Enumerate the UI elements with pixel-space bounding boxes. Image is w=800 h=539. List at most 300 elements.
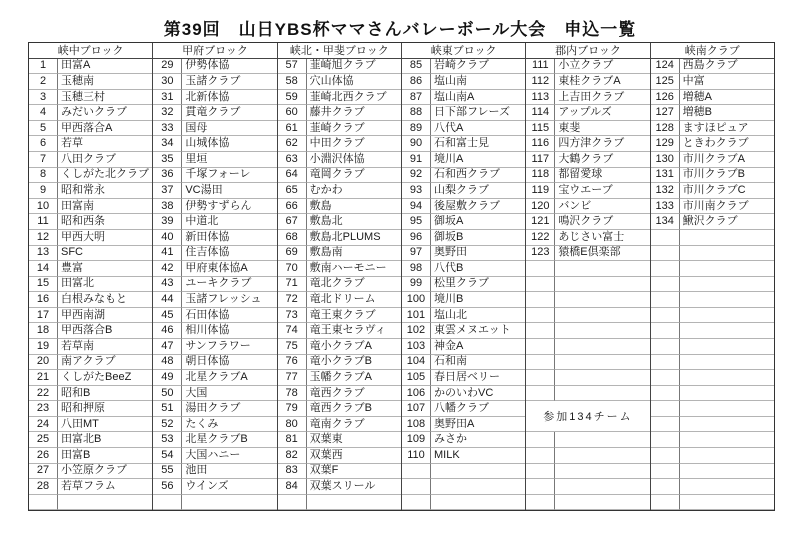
team-name-cell — [680, 386, 774, 402]
team-name-cell: 新田体協 — [182, 230, 276, 246]
team-number-cell: 77 — [278, 370, 307, 386]
team-number-cell: 63 — [278, 152, 307, 168]
team-number-cell: 85 — [402, 59, 431, 75]
team-name-cell: 相川体協 — [182, 323, 276, 339]
team-name-cell: 昭和西条 — [58, 214, 152, 230]
team-number-cell: 24 — [29, 417, 58, 433]
team-name-cell: 八代B — [431, 261, 525, 277]
team-number-cell: 26 — [29, 448, 58, 464]
team-number-cell: 119 — [526, 183, 555, 199]
team-name-cell — [680, 417, 774, 433]
team-number-cell — [526, 277, 555, 293]
block-header: 峡東ブロック — [402, 43, 525, 59]
team-number-cell — [651, 261, 680, 277]
team-number-cell: 11 — [29, 214, 58, 230]
team-name-cell: 四方津クラブ — [555, 136, 649, 152]
team-number-cell: 124 — [651, 59, 680, 75]
team-name-cell: 住吉体協 — [182, 246, 276, 262]
team-number-cell: 96 — [402, 230, 431, 246]
team-name-cell: 竜岡クラブ — [307, 168, 401, 184]
team-number-cell: 10 — [29, 199, 58, 215]
team-number-cell: 6 — [29, 136, 58, 152]
team-name-cell: 若草フラム — [58, 479, 152, 495]
team-name-cell: 鰍沢クラブ — [680, 214, 774, 230]
team-name-cell: 中富 — [680, 74, 774, 90]
team-name-cell: 奥野田 — [431, 246, 525, 262]
team-number-cell: 25 — [29, 432, 58, 448]
team-number-cell: 75 — [278, 339, 307, 355]
team-number-cell: 2 — [29, 74, 58, 90]
team-number-cell: 7 — [29, 152, 58, 168]
team-name-cell: 藤井クラブ — [307, 105, 401, 121]
team-number-cell — [526, 261, 555, 277]
team-name-cell: 竜北クラブ — [307, 277, 401, 293]
team-number-cell: 39 — [153, 214, 182, 230]
team-name-cell: 田富南 — [58, 199, 152, 215]
team-number-cell — [526, 355, 555, 371]
team-name-cell: 猿橋E倶楽部 — [555, 246, 649, 262]
team-name-cell: ウインズ — [182, 479, 276, 495]
team-name-cell: 田富北B — [58, 432, 152, 448]
team-name-cell — [555, 339, 649, 355]
team-name-cell: 上吉田クラブ — [555, 90, 649, 106]
team-name-cell: 竜王東クラブ — [307, 308, 401, 324]
team-name-cell: 伊勢すずらん — [182, 199, 276, 215]
team-name-cell: 境川A — [431, 152, 525, 168]
team-name-cell: 中道北 — [182, 214, 276, 230]
team-name-cell: 大国 — [182, 386, 276, 402]
team-number-cell: 19 — [29, 339, 58, 355]
team-name-cell: みだいクラブ — [58, 105, 152, 121]
team-number-cell: 62 — [278, 136, 307, 152]
team-name-cell: 池田 — [182, 464, 276, 480]
team-name-cell: 石和西クラブ — [431, 168, 525, 184]
team-number-cell: 23 — [29, 401, 58, 417]
team-number-cell — [651, 292, 680, 308]
team-name-cell: 小立クラブ — [555, 59, 649, 75]
team-name-cell: 玉穂南 — [58, 74, 152, 90]
team-name-cell — [555, 448, 649, 464]
team-name-cell: 玉穂三村 — [58, 90, 152, 106]
team-number-cell — [651, 246, 680, 262]
team-name-cell — [555, 464, 649, 480]
team-name-cell: 双葉スリール — [307, 479, 401, 495]
team-number-cell — [526, 448, 555, 464]
team-name-cell: くしがた北クラブ — [58, 168, 152, 184]
team-name-cell: 市川クラブC — [680, 183, 774, 199]
team-name-cell: アップルズ — [555, 105, 649, 121]
team-name-cell: くしがたBeeZ — [58, 370, 152, 386]
block-column-0 — [29, 43, 153, 510]
team-name-cell: 敷島北PLUMS — [307, 230, 401, 246]
team-number-cell — [651, 277, 680, 293]
team-name-cell: 玉諸クラブ — [182, 74, 276, 90]
team-name-cell — [680, 448, 774, 464]
team-name-cell: 韮崎北西クラブ — [307, 90, 401, 106]
team-number-cell: 49 — [153, 370, 182, 386]
team-name-cell — [680, 246, 774, 262]
team-number-cell: 87 — [402, 90, 431, 106]
team-name-cell — [680, 292, 774, 308]
team-number-cell: 88 — [402, 105, 431, 121]
team-number-cell — [526, 495, 555, 511]
team-name-cell: 朝日体協 — [182, 355, 276, 371]
team-number-cell: 36 — [153, 168, 182, 184]
team-name-cell: 竜王東セラヴィ — [307, 323, 401, 339]
team-name-cell: 市川クラブA — [680, 152, 774, 168]
team-number-cell — [651, 355, 680, 371]
team-number-cell: 3 — [29, 90, 58, 106]
team-name-cell — [555, 432, 649, 448]
team-number-cell: 18 — [29, 323, 58, 339]
team-name-cell: 伊勢体協 — [182, 59, 276, 75]
team-name-cell: 北新体協 — [182, 90, 276, 106]
team-number-cell — [402, 495, 431, 511]
team-number-cell: 123 — [526, 246, 555, 262]
team-name-cell: 韮崎クラブ — [307, 121, 401, 137]
team-name-cell — [555, 386, 649, 402]
team-number-cell: 84 — [278, 479, 307, 495]
team-number-cell — [526, 370, 555, 386]
team-number-cell — [651, 230, 680, 246]
team-name-cell: 宝ウエーブ — [555, 183, 649, 199]
team-number-cell: 109 — [402, 432, 431, 448]
team-name-cell: 神金A — [431, 339, 525, 355]
team-name-cell: 豊富 — [58, 261, 152, 277]
team-name-cell: 大国ハニー — [182, 448, 276, 464]
team-name-cell: MILK — [431, 448, 525, 464]
team-name-cell: 増穂B — [680, 105, 774, 121]
team-name-cell: 都留愛球 — [555, 168, 649, 184]
team-name-cell: 敷島南 — [307, 246, 401, 262]
team-number-cell: 37 — [153, 183, 182, 199]
team-name-cell: 竜西クラブ — [307, 386, 401, 402]
team-number-cell: 86 — [402, 74, 431, 90]
team-name-cell: 境川B — [431, 292, 525, 308]
team-number-cell: 41 — [153, 246, 182, 262]
team-number-cell: 28 — [29, 479, 58, 495]
team-name-cell — [680, 370, 774, 386]
team-name-cell: 岩崎クラブ — [431, 59, 525, 75]
team-number-cell: 113 — [526, 90, 555, 106]
team-name-cell: 敷島北 — [307, 214, 401, 230]
team-number-cell: 74 — [278, 323, 307, 339]
team-number-cell: 43 — [153, 277, 182, 293]
team-name-cell: 甲府東体協A — [182, 261, 276, 277]
team-number-cell: 82 — [278, 448, 307, 464]
team-number-cell: 80 — [278, 417, 307, 433]
team-number-cell: 72 — [278, 292, 307, 308]
team-name-cell: 八代A — [431, 121, 525, 137]
team-name-cell: 日下部フレーズ — [431, 105, 525, 121]
block-column-4 — [526, 43, 650, 510]
team-name-cell: 山梨クラブ — [431, 183, 525, 199]
team-number-cell: 71 — [278, 277, 307, 293]
team-name-cell: SFC — [58, 246, 152, 262]
team-number-cell: 30 — [153, 74, 182, 90]
team-name-cell: 市川南クラブ — [680, 199, 774, 215]
team-number-cell: 120 — [526, 199, 555, 215]
team-number-cell: 32 — [153, 105, 182, 121]
team-number-cell — [651, 370, 680, 386]
team-number-cell: 47 — [153, 339, 182, 355]
team-name-cell — [680, 277, 774, 293]
team-number-cell: 79 — [278, 401, 307, 417]
team-name-cell: 昭和常永 — [58, 183, 152, 199]
team-name-cell — [680, 355, 774, 371]
team-name-cell: 穴山体協 — [307, 74, 401, 90]
team-name-cell: 市川クラブB — [680, 168, 774, 184]
team-number-cell — [526, 308, 555, 324]
team-number-cell — [526, 479, 555, 495]
team-number-cell: 99 — [402, 277, 431, 293]
team-number-cell: 17 — [29, 308, 58, 324]
page-title: 第39回 山日YBS杯ママさんバレーボール大会 申込一覧 — [163, 20, 637, 39]
team-name-cell: 東桂クラブA — [555, 74, 649, 90]
team-name-cell: 塩山南A — [431, 90, 525, 106]
team-number-cell: 122 — [526, 230, 555, 246]
participation-note: 参加134チーム — [526, 401, 649, 432]
team-name-cell: ときわクラブ — [680, 136, 774, 152]
team-number-cell: 22 — [29, 386, 58, 402]
team-number-cell: 121 — [526, 214, 555, 230]
team-name-cell — [431, 495, 525, 511]
team-name-cell: 甲西大明 — [58, 230, 152, 246]
team-name-cell — [431, 464, 525, 480]
team-number-cell: 94 — [402, 199, 431, 215]
team-number-cell: 127 — [651, 105, 680, 121]
team-name-cell: 御坂A — [431, 214, 525, 230]
team-number-cell — [651, 417, 680, 433]
team-name-cell — [431, 479, 525, 495]
block-header: 郡内ブロック — [526, 43, 649, 59]
team-name-cell — [182, 495, 276, 511]
team-number-cell: 134 — [651, 214, 680, 230]
team-name-cell: 竜南クラブ — [307, 417, 401, 433]
team-number-cell: 12 — [29, 230, 58, 246]
team-number-cell: 117 — [526, 152, 555, 168]
team-name-cell: 八幡クラブ — [431, 401, 525, 417]
team-name-cell: 田富B — [58, 448, 152, 464]
team-name-cell: 奥野田A — [431, 417, 525, 433]
team-number-cell — [278, 495, 307, 511]
team-number-cell: 31 — [153, 90, 182, 106]
block-header: 甲府ブロック — [153, 43, 276, 59]
team-number-cell: 114 — [526, 105, 555, 121]
team-name-cell: 田富北 — [58, 277, 152, 293]
team-name-cell — [680, 495, 774, 511]
team-name-cell — [555, 261, 649, 277]
team-number-cell: 128 — [651, 121, 680, 137]
team-name-cell: 松里クラブ — [431, 277, 525, 293]
team-number-cell: 5 — [29, 121, 58, 137]
team-name-cell: 塩山南 — [431, 74, 525, 90]
team-number-cell: 34 — [153, 136, 182, 152]
team-name-cell: ますほピュア — [680, 121, 774, 137]
team-name-cell: 東雲メヌエット — [431, 323, 525, 339]
team-number-cell: 59 — [278, 90, 307, 106]
block-header: 峡北・甲斐ブロック — [278, 43, 401, 59]
team-name-cell: 白根みなもと — [58, 292, 152, 308]
team-number-cell: 95 — [402, 214, 431, 230]
block-column-3 — [402, 43, 526, 510]
team-name-cell — [680, 479, 774, 495]
team-number-cell: 65 — [278, 183, 307, 199]
team-number-cell: 116 — [526, 136, 555, 152]
team-number-cell: 106 — [402, 386, 431, 402]
team-name-cell: 双葉東 — [307, 432, 401, 448]
block-column-2 — [278, 43, 402, 510]
team-name-cell: 玉幡クラブA — [307, 370, 401, 386]
team-number-cell: 73 — [278, 308, 307, 324]
team-number-cell: 68 — [278, 230, 307, 246]
team-number-cell: 125 — [651, 74, 680, 90]
team-name-cell: 国母 — [182, 121, 276, 137]
team-number-cell: 16 — [29, 292, 58, 308]
team-number-cell — [402, 464, 431, 480]
team-name-cell: 若草南 — [58, 339, 152, 355]
team-name-cell — [680, 464, 774, 480]
team-number-cell: 29 — [153, 59, 182, 75]
team-number-cell: 33 — [153, 121, 182, 137]
team-number-cell: 83 — [278, 464, 307, 480]
team-name-cell: 八田クラブ — [58, 152, 152, 168]
team-name-cell: 敷島 — [307, 199, 401, 215]
team-number-cell: 27 — [29, 464, 58, 480]
block-column-5 — [651, 43, 774, 510]
team-number-cell: 51 — [153, 401, 182, 417]
team-name-cell: 西島クラブ — [680, 59, 774, 75]
team-number-cell: 13 — [29, 246, 58, 262]
team-name-cell: 双葉西 — [307, 448, 401, 464]
team-name-cell — [680, 401, 774, 417]
team-number-cell: 118 — [526, 168, 555, 184]
team-number-cell: 129 — [651, 136, 680, 152]
team-number-cell — [651, 308, 680, 324]
team-number-cell — [651, 432, 680, 448]
team-name-cell: 双葉F — [307, 464, 401, 480]
team-number-cell — [29, 495, 58, 511]
team-name-cell — [555, 479, 649, 495]
team-number-cell: 107 — [402, 401, 431, 417]
team-number-cell: 58 — [278, 74, 307, 90]
team-name-cell: 南アクラブ — [58, 355, 152, 371]
team-number-cell: 20 — [29, 355, 58, 371]
team-name-cell: 韮崎旭クラブ — [307, 59, 401, 75]
team-number-cell: 46 — [153, 323, 182, 339]
team-name-cell: 貫竜クラブ — [182, 105, 276, 121]
team-number-cell: 21 — [29, 370, 58, 386]
team-name-cell: 塩山北 — [431, 308, 525, 324]
team-name-cell — [555, 308, 649, 324]
team-name-cell: 中田クラブ — [307, 136, 401, 152]
team-number-cell: 133 — [651, 199, 680, 215]
team-number-cell: 4 — [29, 105, 58, 121]
team-number-cell: 69 — [278, 246, 307, 262]
team-name-cell — [680, 308, 774, 324]
team-number-cell: 97 — [402, 246, 431, 262]
team-number-cell — [526, 464, 555, 480]
team-name-cell: 御坂B — [431, 230, 525, 246]
team-name-cell — [58, 495, 152, 511]
team-number-cell: 100 — [402, 292, 431, 308]
team-name-cell: 里垣 — [182, 152, 276, 168]
team-name-cell — [555, 323, 649, 339]
team-number-cell — [651, 386, 680, 402]
team-name-cell: 山城体協 — [182, 136, 276, 152]
team-number-cell: 105 — [402, 370, 431, 386]
team-number-cell: 53 — [153, 432, 182, 448]
team-name-cell: 増穂A — [680, 90, 774, 106]
team-name-cell: 千塚フォーレ — [182, 168, 276, 184]
team-name-cell: 東斐 — [555, 121, 649, 137]
team-name-cell: 竜北ドリーム — [307, 292, 401, 308]
team-name-cell — [680, 261, 774, 277]
team-name-cell: サンフラワー — [182, 339, 276, 355]
entry-table — [28, 42, 775, 511]
team-name-cell: みさか — [431, 432, 525, 448]
team-name-cell: たくみ — [182, 417, 276, 433]
team-number-cell — [651, 448, 680, 464]
team-name-cell — [555, 355, 649, 371]
team-number-cell — [402, 479, 431, 495]
team-number-cell — [651, 339, 680, 355]
team-number-cell: 42 — [153, 261, 182, 277]
team-number-cell: 67 — [278, 214, 307, 230]
team-number-cell — [526, 432, 555, 448]
team-number-cell: 60 — [278, 105, 307, 121]
team-number-cell: 126 — [651, 90, 680, 106]
team-number-cell: 76 — [278, 355, 307, 371]
team-name-cell — [555, 495, 649, 511]
team-name-cell: 湯田クラブ — [182, 401, 276, 417]
team-number-cell: 48 — [153, 355, 182, 371]
team-number-cell: 9 — [29, 183, 58, 199]
team-number-cell: 90 — [402, 136, 431, 152]
team-name-cell: 甲西落合A — [58, 121, 152, 137]
team-name-cell — [555, 277, 649, 293]
team-number-cell: 115 — [526, 121, 555, 137]
team-number-cell: 50 — [153, 386, 182, 402]
team-name-cell: 石田体協 — [182, 308, 276, 324]
team-name-cell: ユーキクラブ — [182, 277, 276, 293]
team-name-cell: 春日居ベリー — [431, 370, 525, 386]
team-number-cell: 91 — [402, 152, 431, 168]
team-number-cell — [526, 339, 555, 355]
team-number-cell: 81 — [278, 432, 307, 448]
team-name-cell: 石和南 — [431, 355, 525, 371]
team-name-cell: 昭和B — [58, 386, 152, 402]
team-number-cell: 64 — [278, 168, 307, 184]
team-number-cell: 78 — [278, 386, 307, 402]
team-number-cell: 92 — [402, 168, 431, 184]
team-number-cell — [651, 464, 680, 480]
team-name-cell: 玉諸フレッシュ — [182, 292, 276, 308]
team-name-cell: 田富A — [58, 59, 152, 75]
team-number-cell: 54 — [153, 448, 182, 464]
team-number-cell — [526, 386, 555, 402]
block-column-1 — [153, 43, 277, 510]
team-number-cell: 89 — [402, 121, 431, 137]
team-name-cell: 敷南ハーモニー — [307, 261, 401, 277]
team-number-cell — [651, 323, 680, 339]
team-name-cell: 大鶴クラブ — [555, 152, 649, 168]
team-number-cell: 131 — [651, 168, 680, 184]
team-number-cell: 70 — [278, 261, 307, 277]
team-number-cell — [153, 495, 182, 511]
team-name-cell: 甲西落合B — [58, 323, 152, 339]
team-name-cell: 竜西クラブB — [307, 401, 401, 417]
